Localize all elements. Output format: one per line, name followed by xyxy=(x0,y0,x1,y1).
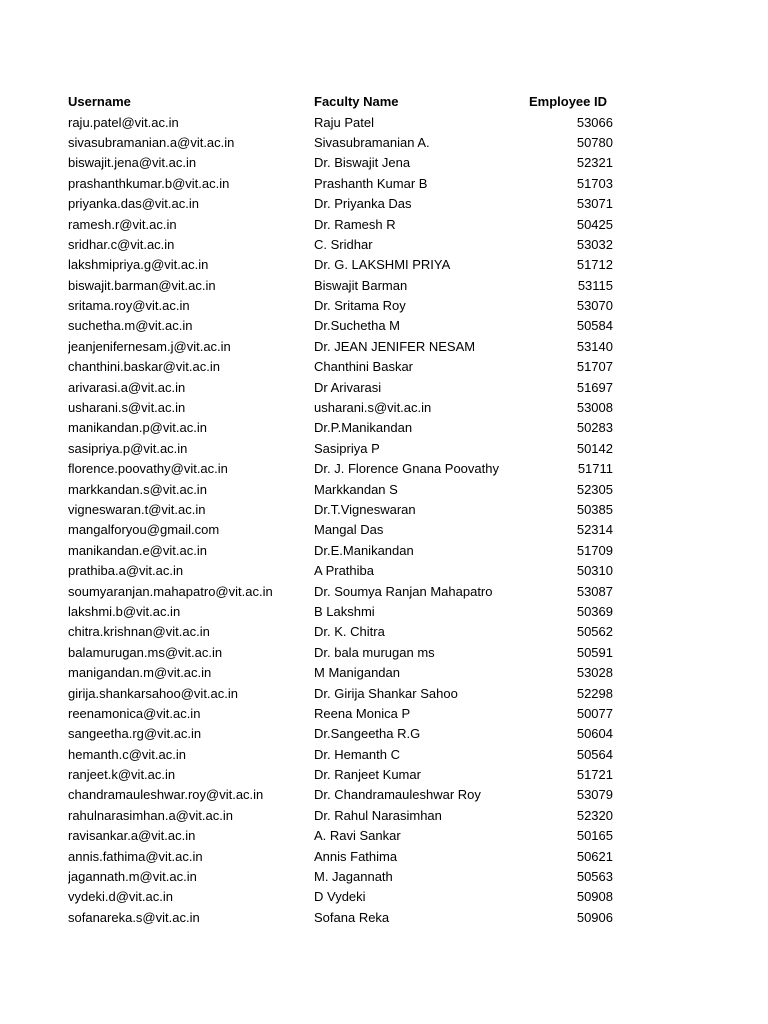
cell-username: lakshmi.b@vit.ac.in xyxy=(68,603,181,619)
cell-employee-id: 51707 xyxy=(576,359,613,375)
cell-faculty-name: Markkandan S xyxy=(314,481,398,497)
table-row xyxy=(68,500,613,520)
table-row xyxy=(68,398,613,418)
cell-faculty-name: Dr. Biswajit Jena xyxy=(314,155,411,171)
cell-faculty-name: B Lakshmi xyxy=(314,603,375,619)
table-row xyxy=(68,581,613,601)
cell-username: suchetha.m@vit.ac.in xyxy=(68,318,193,334)
cell-employee-id: 53032 xyxy=(576,236,613,252)
cell-employee-id: 53066 xyxy=(576,114,613,130)
cell-employee-id: 53008 xyxy=(576,400,613,416)
cell-username: chandramauleshwar.roy@vit.ac.in xyxy=(68,787,264,803)
cell-faculty-name: Dr. bala murugan ms xyxy=(314,644,435,660)
cell-username: usharani.s@vit.ac.in xyxy=(68,400,186,416)
cell-employee-id: 53140 xyxy=(576,338,613,354)
table-row xyxy=(68,622,613,642)
cell-faculty-name: Dr.Sangeetha R.G xyxy=(314,726,421,742)
cell-employee-id: 51712 xyxy=(576,257,613,273)
cell-faculty-name: A. Ravi Sankar xyxy=(314,828,401,844)
table-row xyxy=(68,418,613,438)
table-row xyxy=(68,704,613,724)
table-row xyxy=(68,235,613,255)
cell-employee-id: 50591 xyxy=(576,644,613,660)
table-row xyxy=(68,724,613,744)
cell-employee-id: 52298 xyxy=(576,685,613,701)
cell-faculty-name: Dr Arivarasi xyxy=(314,379,382,395)
cell-faculty-name: Dr. G. LAKSHMI PRIYA xyxy=(314,257,451,273)
table-row xyxy=(68,541,613,561)
cell-faculty-name: Sivasubramanian A. xyxy=(314,134,430,150)
table-row xyxy=(68,316,613,336)
table-row xyxy=(68,357,613,377)
table-row xyxy=(68,255,613,275)
cell-faculty-name: Dr. Ranjeet Kumar xyxy=(314,767,421,783)
cell-faculty-name: Annis Fathima xyxy=(314,848,398,864)
cell-username: sivasubramanian.a@vit.ac.in xyxy=(68,134,235,150)
cell-username: sangeetha.rg@vit.ac.in xyxy=(68,726,202,742)
cell-employee-id: 50906 xyxy=(576,909,613,925)
column-header-employee-id: Employee ID xyxy=(528,94,607,110)
table-row xyxy=(68,745,613,765)
cell-employee-id: 52320 xyxy=(576,807,613,823)
table-row xyxy=(68,377,613,397)
cell-faculty-name: Dr. Hemanth C xyxy=(314,746,400,762)
cell-employee-id: 53070 xyxy=(576,298,613,314)
column-header-faculty-name: Faculty Name xyxy=(314,94,399,110)
cell-faculty-name: Prashanth Kumar B xyxy=(314,175,428,191)
cell-employee-id: 50584 xyxy=(576,318,613,334)
cell-employee-id: 53087 xyxy=(576,583,613,599)
cell-username: sridhar.c@vit.ac.in xyxy=(68,236,175,252)
table-row xyxy=(68,112,613,132)
table-row xyxy=(68,643,613,663)
cell-username: sofanareka.s@vit.ac.in xyxy=(68,909,200,925)
table-row xyxy=(68,479,613,499)
cell-username: ravisankar.a@vit.ac.in xyxy=(68,828,196,844)
cell-employee-id: 52321 xyxy=(576,155,613,171)
cell-faculty-name: M Manigandan xyxy=(314,665,400,681)
cell-username: manigandan.m@vit.ac.in xyxy=(68,665,212,681)
cell-employee-id: 51721 xyxy=(576,767,613,783)
cell-faculty-name: Dr. J. Florence Gnana Poovathy xyxy=(314,461,499,477)
cell-faculty-name: Dr.P.Manikandan xyxy=(314,420,413,436)
cell-employee-id: 50908 xyxy=(576,889,613,905)
cell-username: hemanth.c@vit.ac.in xyxy=(68,746,186,762)
faculty-table xyxy=(68,92,613,928)
cell-username: jagannath.m@vit.ac.in xyxy=(68,869,197,885)
cell-username: lakshmipriya.g@vit.ac.in xyxy=(68,257,209,273)
cell-employee-id: 50165 xyxy=(576,828,613,844)
table-row xyxy=(68,785,613,805)
cell-faculty-name: Dr.T.Vigneswaran xyxy=(314,502,416,517)
cell-employee-id: 51697 xyxy=(576,379,613,395)
cell-employee-id: 50369 xyxy=(576,603,613,619)
table-row xyxy=(68,439,613,459)
table-row xyxy=(68,337,613,357)
cell-faculty-name: Dr.E.Manikandan xyxy=(314,542,414,558)
cell-username: prathiba.a@vit.ac.in xyxy=(68,563,184,579)
table-row xyxy=(68,846,613,866)
cell-faculty-name: Dr. Priyanka Das xyxy=(314,196,412,212)
cell-username: ramesh.r@vit.ac.in xyxy=(68,216,177,232)
table-row xyxy=(68,561,613,581)
cell-faculty-name: A Prathiba xyxy=(314,563,374,579)
cell-username: mangalforyou@gmail.com xyxy=(68,522,220,538)
cell-faculty-name: Chanthini Baskar xyxy=(314,359,413,375)
cell-username: biswajit.jena@vit.ac.in xyxy=(68,155,197,171)
table-row xyxy=(68,887,613,907)
cell-username: reenamonica@vit.ac.in xyxy=(68,705,201,721)
table-row xyxy=(68,276,613,296)
cell-faculty-name: Dr. Sritama Roy xyxy=(314,298,406,314)
table-row xyxy=(68,602,613,622)
cell-employee-id: 50283 xyxy=(576,420,613,436)
table-row xyxy=(68,296,613,316)
cell-employee-id: 50621 xyxy=(576,848,613,864)
cell-faculty-name: usharani.s@vit.ac.in xyxy=(314,400,432,416)
table-row xyxy=(68,806,613,826)
cell-username: ranjeet.k@vit.ac.in xyxy=(68,767,176,783)
cell-employee-id: 50780 xyxy=(576,134,613,150)
cell-username: biswajit.barman@vit.ac.in xyxy=(68,277,216,293)
cell-employee-id: 53071 xyxy=(576,196,613,212)
cell-username: sasipriya.p@vit.ac.in xyxy=(68,440,188,456)
cell-faculty-name: Dr. Chandramauleshwar Roy xyxy=(314,787,481,803)
table-row xyxy=(68,520,613,540)
table-row xyxy=(68,765,613,785)
cell-faculty-name: Sasipriya P xyxy=(314,440,380,456)
table-row xyxy=(68,663,613,683)
cell-username: vydeki.d@vit.ac.in xyxy=(68,889,173,905)
column-header-username: Username xyxy=(68,94,131,110)
cell-username: manikandan.e@vit.ac.in xyxy=(68,542,207,558)
table-row xyxy=(68,153,613,173)
cell-faculty-name: D Vydeki xyxy=(314,889,366,905)
cell-faculty-name: Reena Monica P xyxy=(314,705,411,721)
cell-faculty-name: Dr. JEAN JENIFER NESAM xyxy=(314,338,476,354)
cell-username: prashanthkumar.b@vit.ac.in xyxy=(68,175,230,191)
cell-username: soumyaranjan.mahapatro@vit.ac.in xyxy=(68,583,273,599)
cell-employee-id: 51703 xyxy=(576,175,613,191)
cell-faculty-name: Sofana Reka xyxy=(314,909,390,925)
cell-employee-id: 50310 xyxy=(576,563,613,579)
cell-employee-id: 52305 xyxy=(576,481,613,497)
cell-employee-id: 53115 xyxy=(577,277,613,293)
cell-username: balamurugan.ms@vit.ac.in xyxy=(68,644,223,660)
cell-employee-id: 50077 xyxy=(576,705,613,721)
table-body xyxy=(68,112,613,928)
cell-faculty-name: Dr. K. Chitra xyxy=(314,624,385,640)
table-row xyxy=(68,826,613,846)
table-row xyxy=(68,133,613,153)
cell-username: rahulnarasimhan.a@vit.ac.in xyxy=(68,807,233,823)
cell-username: arivarasi.a@vit.ac.in xyxy=(68,379,186,395)
cell-employee-id: 51711 xyxy=(577,461,613,477)
cell-faculty-name: Dr. Ramesh R xyxy=(314,216,396,232)
cell-employee-id: 53028 xyxy=(576,665,613,681)
cell-username: vigneswaran.t@vit.ac.in xyxy=(68,502,206,517)
table-row xyxy=(68,194,613,214)
cell-username: manikandan.p@vit.ac.in xyxy=(68,420,207,436)
cell-username: florence.poovathy@vit.ac.in xyxy=(68,461,228,477)
cell-employee-id: 51709 xyxy=(576,542,613,558)
cell-faculty-name: M. Jagannath xyxy=(314,869,393,885)
cell-faculty-name: Dr. Soumya Ranjan Mahapatro xyxy=(314,583,493,599)
cell-faculty-name: Dr.Suchetha M xyxy=(314,318,400,334)
table-row xyxy=(68,683,613,703)
cell-employee-id: 50604 xyxy=(576,726,613,742)
cell-username: markkandan.s@vit.ac.in xyxy=(68,481,207,497)
cell-faculty-name: Mangal Das xyxy=(314,522,384,538)
cell-username: girija.shankarsahoo@vit.ac.in xyxy=(68,685,239,701)
table-row xyxy=(68,867,613,887)
cell-employee-id: 50425 xyxy=(576,216,613,232)
cell-faculty-name: Dr. Girija Shankar Sahoo xyxy=(314,685,458,701)
cell-username: jeanjenifernesam.j@vit.ac.in xyxy=(68,338,231,354)
table-row xyxy=(68,214,613,234)
cell-employee-id: 50563 xyxy=(576,869,613,885)
table-row xyxy=(68,174,613,194)
cell-faculty-name: Raju Patel xyxy=(314,114,374,130)
table-row xyxy=(68,459,613,479)
cell-username: raju.patel@vit.ac.in xyxy=(68,114,179,130)
cell-employee-id: 50562 xyxy=(576,624,613,640)
cell-employee-id: 50385 xyxy=(576,502,613,517)
table-row xyxy=(68,908,613,928)
cell-employee-id: 53079 xyxy=(576,787,613,803)
cell-employee-id: 50142 xyxy=(576,440,613,456)
cell-employee-id: 52314 xyxy=(576,522,613,538)
cell-faculty-name: Biswajit Barman xyxy=(314,277,408,293)
cell-faculty-name: C. Sridhar xyxy=(314,236,373,252)
cell-username: chitra.krishnan@vit.ac.in xyxy=(68,624,210,640)
cell-username: priyanka.das@vit.ac.in xyxy=(68,196,199,212)
cell-username: chanthini.baskar@vit.ac.in xyxy=(68,359,220,375)
cell-faculty-name: Dr. Rahul Narasimhan xyxy=(314,807,442,823)
cell-username: annis.fathima@vit.ac.in xyxy=(68,848,203,864)
cell-username: sritama.roy@vit.ac.in xyxy=(68,298,190,314)
table-header-row xyxy=(68,92,613,112)
cell-employee-id: 50564 xyxy=(576,746,613,762)
